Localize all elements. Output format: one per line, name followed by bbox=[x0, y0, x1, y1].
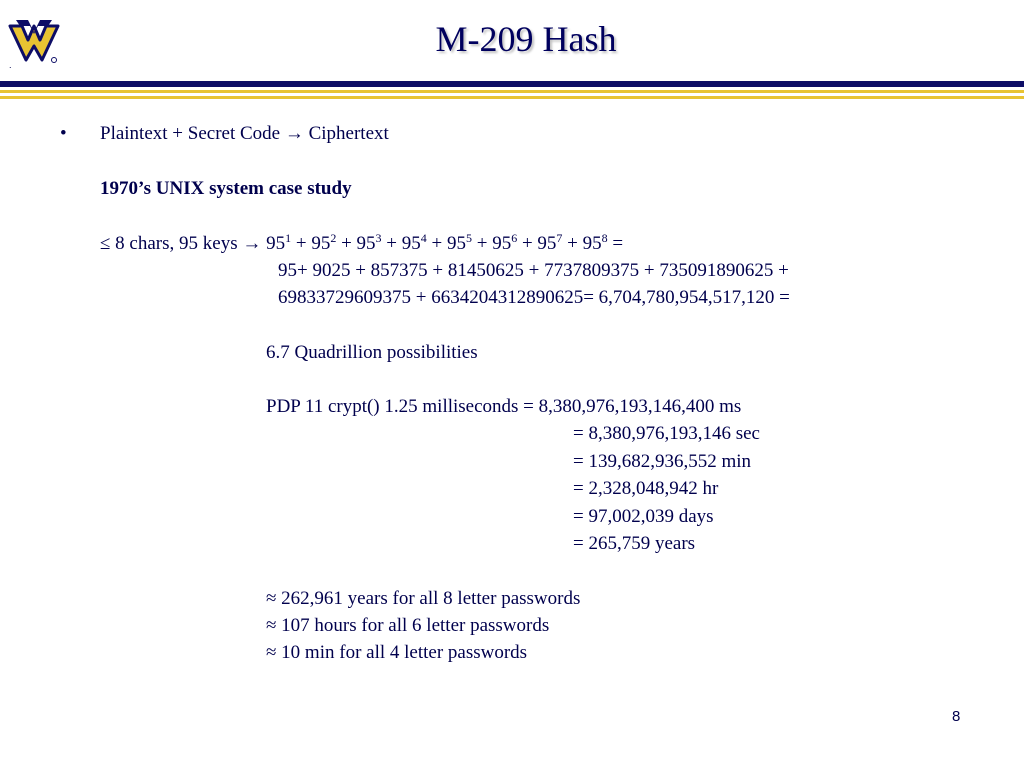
term-5: $95^5$ bbox=[446, 231, 472, 254]
slide-title: M-209 Hash bbox=[435, 19, 617, 59]
plaintext-line: Plaintext + Secret Code → Ciphertext bbox=[100, 123, 389, 144]
logo-dot: . bbox=[9, 60, 12, 70]
pdp-line: PDP 11 crypt() 1.25 milliseconds = 8,380,976,193,146,400 ms bbox=[266, 396, 742, 417]
term-6: $95^6$ bbox=[492, 231, 518, 254]
quadrillion-line: 6.7 Quadrillion possibilities bbox=[266, 342, 478, 363]
conversion-sec: = 8,380,976,193,146 sec bbox=[573, 423, 760, 444]
conversion-hr: = 2,328,048,942 hr bbox=[573, 478, 719, 499]
term-7: $95^7$ bbox=[537, 231, 563, 254]
header-bar-gold-1 bbox=[0, 90, 1024, 93]
case-study-heading: 1970’s UNIX system case study bbox=[100, 178, 352, 199]
conversion-min: = 139,682,936,552 min bbox=[573, 451, 752, 472]
approx-8-letter: ≈ 262,961 years for all 8 letter passwords bbox=[266, 588, 581, 609]
approx-4-letter: ≈ 10 min for all 4 letter passwords bbox=[266, 642, 528, 663]
page-number: 8 bbox=[952, 708, 961, 725]
term-3: $95^3$ bbox=[356, 231, 382, 254]
expansion-line-1: 95+ 9025 + 857375 + 81450625 + 7737809375 + 735091890625 + bbox=[278, 260, 789, 281]
approx-6-letter: ≈ 107 hours for all 6 letter passwords bbox=[266, 615, 550, 636]
sum-prefix: ≤ 8 chars, 95 keys → bbox=[100, 233, 267, 254]
term-1: $95^1$ bbox=[266, 231, 292, 254]
bullet-marker: • bbox=[60, 123, 67, 144]
expansion-line-2: 69833729609375 + 6634204312890625= 6,704,780,954,517,120 = bbox=[278, 287, 790, 308]
term-8: $95^8$ bbox=[582, 231, 608, 254]
conversion-years: = 265,759 years bbox=[573, 533, 696, 554]
term-2: $95^2$ bbox=[311, 231, 337, 254]
conversion-days: = 97,002,039 days bbox=[573, 506, 714, 527]
header-bar-gold-2 bbox=[0, 96, 1024, 99]
header-bar-navy bbox=[0, 81, 1024, 87]
sum-line: ≤ 8 chars, 95 keys → $95^1 + 95^2 + 95^3 + 95^4 + 95^5 + 95^6 + 95^7 + 95^8$ = bbox=[100, 231, 624, 254]
term-4: $95^4$ bbox=[401, 231, 427, 254]
